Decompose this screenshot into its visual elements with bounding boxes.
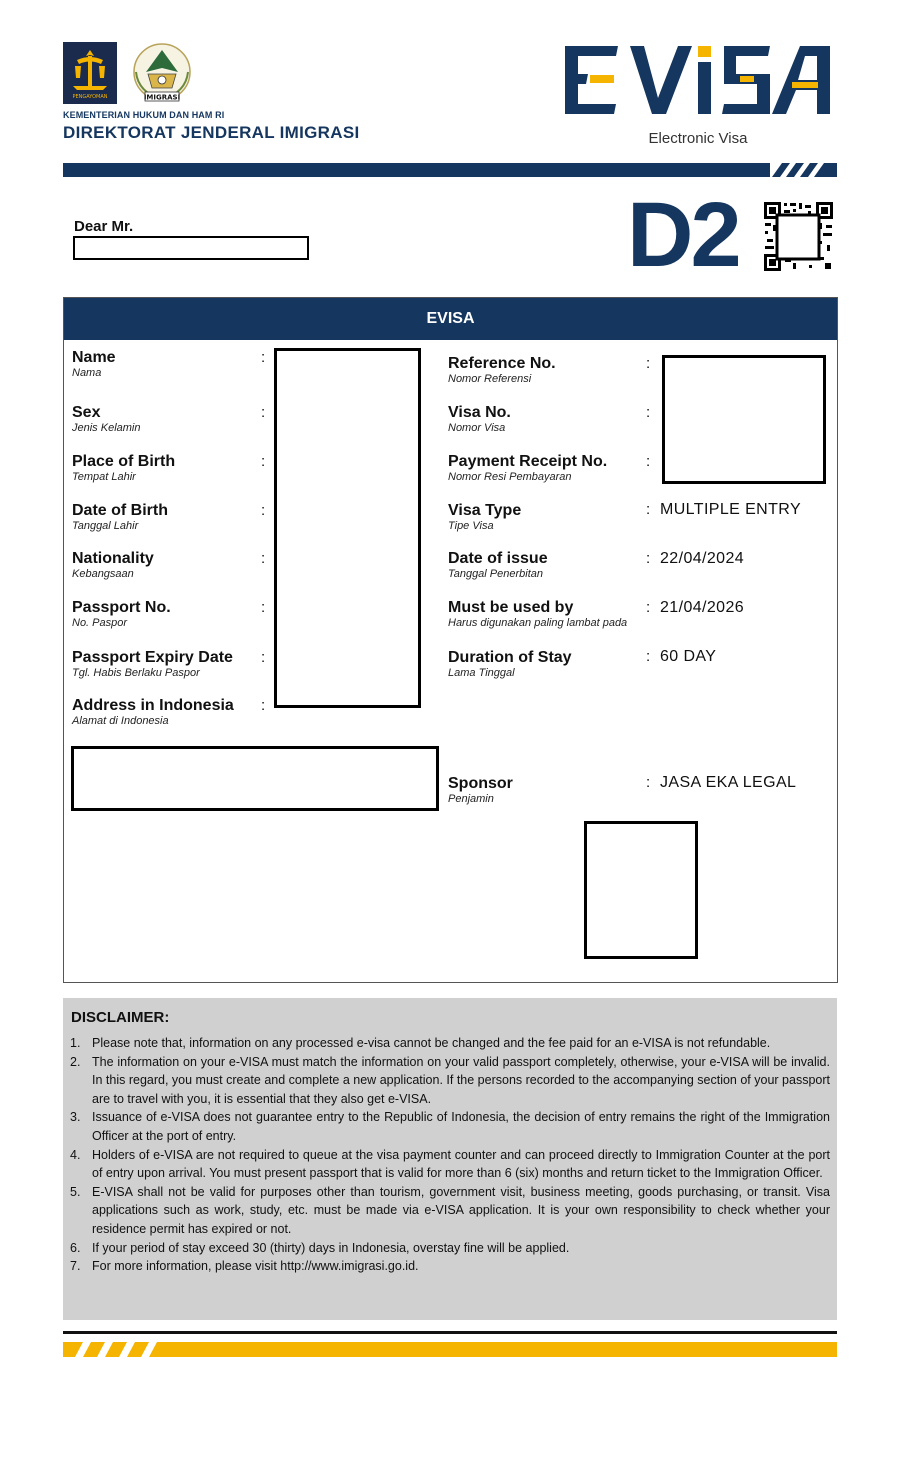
greeting-dear: Dear Mr. [74,218,134,235]
imigrasi-emblem-icon [128,42,196,106]
colon: : [261,697,266,714]
field-duration-of-stay [448,649,572,679]
field-label: Visa Type [448,502,522,519]
duration-of-stay-value: 60 DAY [660,648,717,665]
field-payment-receipt-no [448,453,607,483]
qr-code [763,201,834,272]
redacted-recipient-name [73,236,309,260]
field-label: Sex [72,404,101,421]
visa-index-code: D2 [627,184,739,286]
imigrasi-badge-text: IMIGRASI [143,93,181,102]
field-sublabel: Jenis Kelamin [72,422,141,434]
footer-gold-bar [63,1342,837,1357]
field-label: Name [72,349,116,366]
must-be-used-by-value: 21/04/2026 [660,599,745,616]
field-sublabel: Nomor Visa [448,422,506,434]
field-place-of-birth [72,453,175,483]
field-sponsor [448,775,513,805]
header-divider-bar [63,163,837,177]
colon: : [261,599,266,616]
field-sublabel: Tempat Lahir [72,471,136,483]
redacted-address [71,746,439,811]
list-item: 1. Please note that, information on any processed e-visa cannot be changed and the fee paid for an e-VISA is not refundable. [70,1036,771,1050]
pengayoman-emblem-icon [63,42,117,104]
field-passport-expiry [72,649,233,679]
field-sublabel: No. Paspor [72,617,128,629]
list-item: 6. If your period of stay exceed 30 (thirty) days in Indonesia, overstay fine will be applied. [70,1240,570,1255]
colon: : [646,355,651,372]
list-item: 4. Holders of e-VISA are not required to queue at the visa payment counter and can proceed directly to Immigration Counter at the port of entry upon arrival. You must present passport that is valid for more than 6 (six) months and return ticket to the Immigration Officer. [70,1147,830,1181]
field-sublabel: Kebangsaan [72,568,134,580]
disclaimer-title: DISCLAIMER: [71,1009,170,1026]
colon: : [261,550,266,567]
field-label: Date of issue [448,550,548,567]
list-item: 7. For more information, please visit http://www.imigrasi.go.id. [70,1259,419,1274]
ministry-emblem-logo [63,42,117,104]
field-sublabel: Nomor Resi Pembayaran [448,471,572,483]
colon: : [261,453,266,470]
colon: : [261,349,266,366]
field-label: Visa No. [448,404,511,421]
field-label: Date of Birth [72,502,168,519]
list-item: 5. E-VISA shall not be valid for purposes other than tourism, government visit, business meeting, goods purchasing, or transit. Visa applications such as work, study, etc. must be made via e-VISA application. It is your own responsibility to check whether your residence permit has expired or not. [70,1184,830,1236]
field-must-be-used-by [448,599,627,629]
field-label: Duration of Stay [448,649,572,666]
field-label: Payment Receipt No. [448,453,608,470]
field-sublabel: Lama Tinggal [448,667,515,679]
colon: : [261,649,266,666]
colon: : [646,404,651,421]
field-label: Sponsor [448,775,513,792]
field-address [72,697,234,727]
field-sublabel: Penjamin [448,793,494,805]
field-visa-no [448,404,511,434]
date-of-issue-value: 22/04/2024 [660,550,745,567]
field-label: Address in Indonesia [72,697,234,714]
colon: : [646,648,651,665]
field-sublabel: Harus digunakan paling lambat pada [448,617,628,629]
card-title: EVISA [64,298,837,340]
colon: : [646,774,651,791]
colon: : [646,550,651,567]
visa-type-value: MULTIPLE ENTRY [660,501,802,518]
field-sublabel: Tanggal Lahir [72,520,139,532]
colon: : [646,599,651,616]
qr-code-icon [763,201,834,272]
field-sublabel: Tanggal Penerbitan [448,568,544,580]
footer-divider-line [63,1331,837,1334]
field-label: Passport No. [72,599,171,616]
list-item: 2. The information on your e-VISA must match the information on your valid passport completely, otherwise, your e-VISA will be invalid. In this regard, you must create and complete a new application. If the persons recorded to the accompanying section of your passport are to travel with you, it is essential that they also get e-VISA. [70,1054,830,1106]
disclaimer-list [70,1034,830,1276]
colon: : [646,501,651,518]
header-stripes-decoration [770,163,840,177]
field-label: Nationality [72,550,154,567]
colon: : [646,453,651,470]
evisa-brand-logo [560,40,835,122]
emblem-caption: PENGAYOMAN [72,94,108,100]
colon: : [261,502,266,519]
field-date-of-issue [448,550,548,580]
field-nationality [72,550,154,580]
redacted-personal-details [274,348,421,708]
field-name [72,349,116,379]
field-passport-no [72,599,171,629]
field-sublabel: Alamat di Indonesia [72,715,169,727]
evisa-wordmark [560,40,835,122]
field-reference-no [448,355,556,385]
field-sublabel: Tgl. Habis Berlaku Paspor [72,667,200,679]
field-visa-type [448,502,521,532]
field-label: Reference No. [448,355,556,372]
field-sublabel: Nama [72,367,102,379]
list-item: 3. Issuance of e-VISA does not guarantee entry to the Republic of Indonesia, the decision of entry remains the right of the Immigration Officer at the port of entry. [70,1110,830,1143]
field-sublabel: Tipe Visa [448,520,494,532]
imigrasi-logo [128,42,196,106]
directorate-name: DIREKTORAT JENDERAL IMIGRASI [63,123,360,142]
evisa-logo-subtitle: Electronic Visa [648,130,748,147]
field-sex [72,404,140,434]
ministry-name: KEMENTERIAN HUKUM DAN HAM RI [63,110,225,120]
colon: : [261,404,266,421]
redacted-reference-numbers [662,355,826,484]
sponsor-value: JASA EKA LEGAL [660,774,797,791]
field-sublabel: Nomor Referensi [448,373,532,385]
field-label: Must be used by [448,599,574,616]
field-label: Passport Expiry Date [72,649,233,666]
field-label: Place of Birth [72,453,176,470]
field-date-of-birth [72,502,168,532]
redacted-photo [584,821,698,959]
